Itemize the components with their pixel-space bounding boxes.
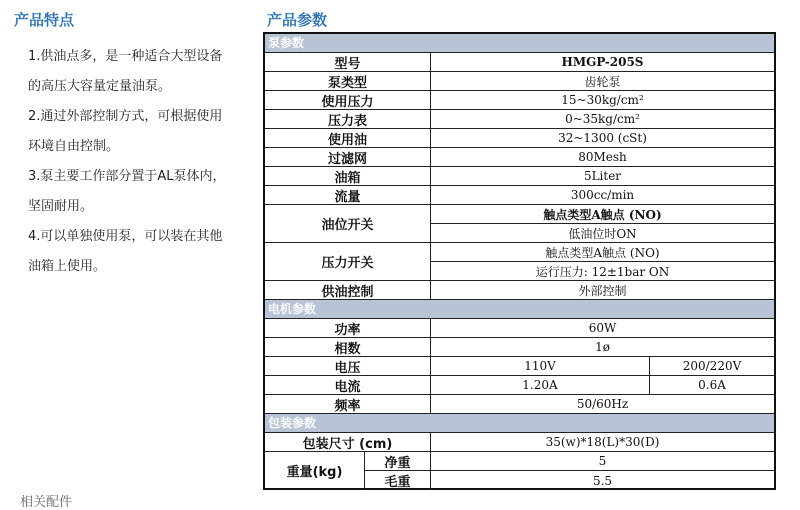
gross-weight-value: 5.5 bbox=[592, 473, 613, 488]
feature-list bbox=[28, 42, 256, 282]
table-row bbox=[265, 319, 774, 338]
row-value: 15~30kg/cm² bbox=[561, 93, 644, 107]
params-heading: 产品参数 bbox=[267, 11, 328, 29]
row-value: HMGP-205S bbox=[561, 55, 644, 69]
row-value: 32~1300 (cSt) bbox=[558, 131, 647, 145]
net-weight-label: 净重 bbox=[365, 452, 431, 471]
row-label: 油箱 bbox=[265, 167, 431, 185]
net-weight-value: 5 bbox=[431, 452, 774, 471]
table-row bbox=[265, 281, 774, 300]
table-row bbox=[265, 129, 774, 148]
table-row bbox=[265, 433, 774, 452]
table-row bbox=[265, 243, 774, 281]
row-value: 80Mesh bbox=[578, 150, 627, 164]
table-row bbox=[265, 338, 774, 357]
feature-line: 坚固耐用。 bbox=[28, 199, 94, 214]
feature-line: 4.可以单独使用泵，可以装在其他 bbox=[28, 229, 223, 244]
features-heading: 产品特点 bbox=[14, 11, 75, 29]
row-label: 型号 bbox=[265, 53, 431, 71]
row-value: 1ø bbox=[595, 340, 610, 354]
row-value: 300cc/min bbox=[570, 188, 635, 202]
row-value: 齿轮泵 bbox=[584, 74, 621, 89]
feature-line: 的高压大容量定量油泵。 bbox=[28, 79, 172, 94]
row-value: 0~35kg/cm² bbox=[565, 112, 640, 126]
table-row bbox=[265, 186, 774, 205]
pack-section-header: 包装参数 bbox=[265, 414, 774, 433]
feature-line: 油箱上使用。 bbox=[28, 259, 107, 274]
pump-section-header: 泵参数 bbox=[265, 34, 774, 53]
row-value: 触点类型A触点 (NO) bbox=[431, 243, 774, 262]
row-value: 200/220V bbox=[682, 359, 742, 373]
row-label: 过滤网 bbox=[265, 148, 431, 166]
row-value: 运行压力: 12±1bar ON bbox=[535, 265, 670, 279]
row-value: 外部控制 bbox=[578, 283, 627, 298]
table-row bbox=[265, 91, 774, 110]
row-label: 频率 bbox=[265, 395, 431, 413]
row-label: 电流 bbox=[265, 376, 431, 394]
row-label: 泵类型 bbox=[265, 72, 431, 90]
row-value: 35(w)*18(L)*30(D) bbox=[545, 435, 660, 449]
row-value: 50/60Hz bbox=[576, 397, 629, 411]
table-row bbox=[265, 53, 774, 72]
table-row bbox=[265, 148, 774, 167]
row-label: 供油控制 bbox=[265, 281, 431, 299]
table-row bbox=[265, 395, 774, 414]
params-table bbox=[263, 32, 776, 490]
related-parts-heading: 相关配件 bbox=[20, 495, 73, 510]
row-label: 油位开关 bbox=[265, 205, 431, 242]
row-label: 流量 bbox=[265, 186, 431, 204]
row-value: 110V bbox=[431, 357, 650, 375]
row-value: 触点类型A触点 (NO) bbox=[431, 205, 774, 224]
feature-line: 2.通过外部控制方式，可根据使用 bbox=[28, 109, 223, 124]
row-label: 压力表 bbox=[265, 110, 431, 128]
row-value: 0.6A bbox=[698, 378, 726, 392]
table-row bbox=[265, 452, 774, 490]
row-label: 使用压力 bbox=[265, 91, 431, 109]
table-row bbox=[265, 110, 774, 129]
row-label: 功率 bbox=[265, 319, 431, 337]
gross-weight-label: 毛重 bbox=[365, 471, 431, 490]
row-label: 使用油 bbox=[265, 129, 431, 147]
row-label: 压力开关 bbox=[265, 243, 431, 280]
feature-line: 环境自由控制。 bbox=[28, 139, 120, 154]
row-label: 相数 bbox=[265, 338, 431, 356]
table-row bbox=[265, 205, 774, 243]
row-label: 电压 bbox=[265, 357, 431, 375]
feature-line: 1.供油点多，是一种适合大型设备 bbox=[28, 49, 223, 64]
table-row bbox=[265, 167, 774, 186]
feature-line: 3.泵主要工作部分置于AL泵体内， bbox=[28, 169, 226, 184]
row-label: 包装尺寸 (cm) bbox=[265, 433, 431, 451]
row-value: 60W bbox=[588, 321, 617, 335]
row-label: 重量(kg) bbox=[265, 452, 365, 489]
table-row bbox=[265, 72, 774, 91]
row-value: 1.20A bbox=[431, 376, 650, 394]
table-row bbox=[265, 357, 774, 376]
row-value: 低油位时ON bbox=[568, 227, 637, 241]
table-row bbox=[265, 376, 774, 395]
motor-section-header: 电机参数 bbox=[265, 300, 774, 319]
row-value: 5Liter bbox=[583, 169, 622, 183]
